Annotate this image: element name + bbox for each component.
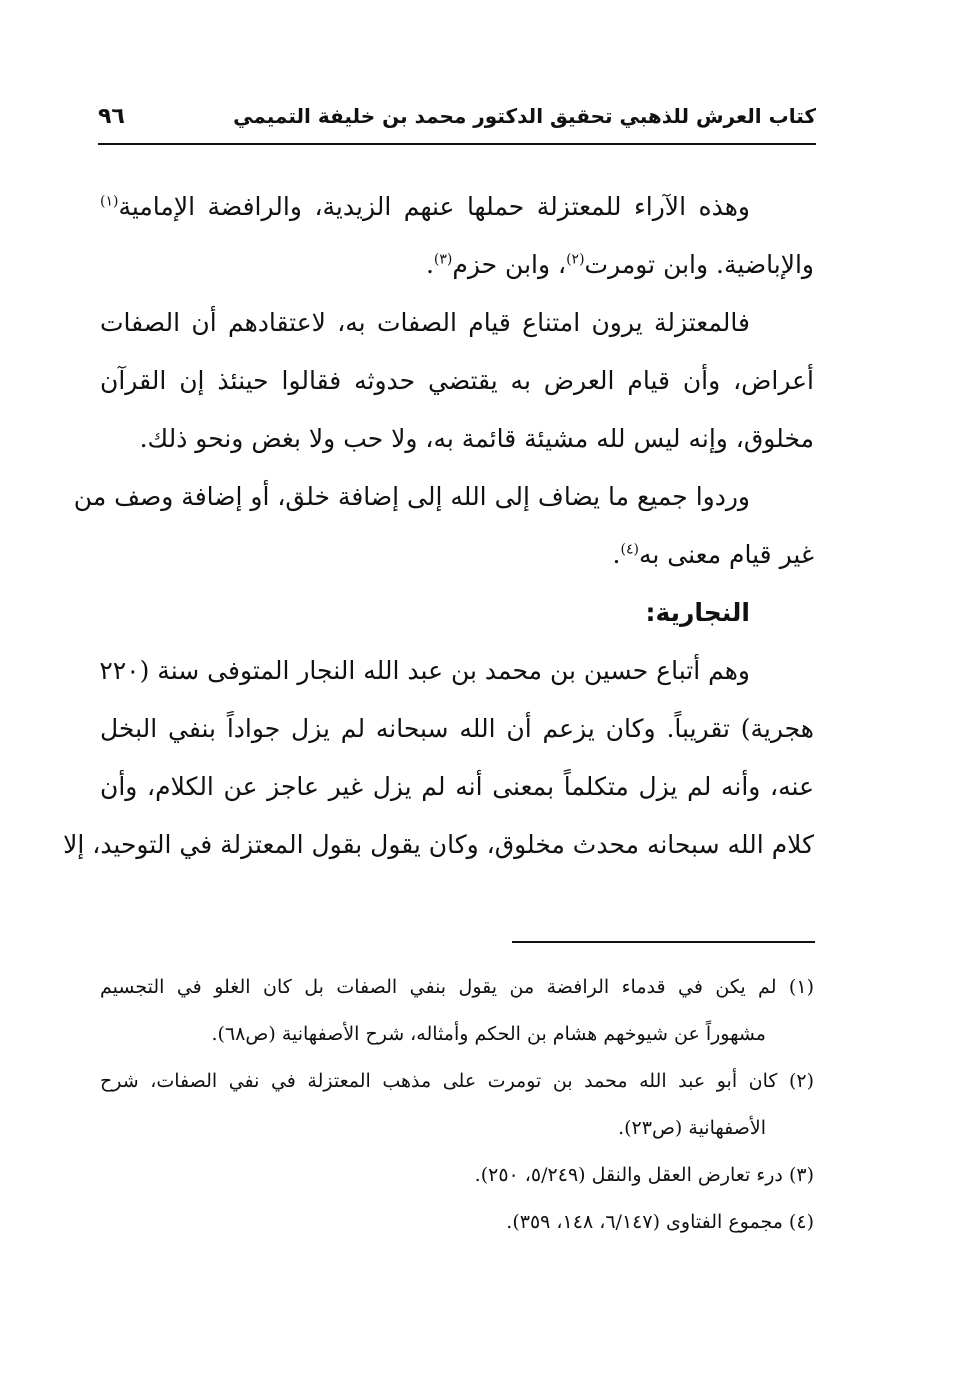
text-line: والإباضية. وابن تومرت$^{(٢)}$، وابن حزم$^{(٣)}$. <box>425 250 814 279</box>
footnote-line: (١) لم يكن في قدماء الرافضة من يقول بنفي الصفات بل كان الغلو في التجسيم <box>100 976 814 998</box>
running-header <box>98 100 816 140</box>
section-heading: النجارية: <box>645 598 750 627</box>
footnote-ref[interactable]: (١) <box>100 193 119 210</box>
footnote-line: مشهوراً عن شيوخهم هشام بن الحكم وأمثاله، شرح الأصفهانية (ص٦٨). <box>211 1023 766 1045</box>
text-line: وردوا جميع ما يضاف إلى الله إلى إضافة خلق، أو إضافة وصف من <box>73 482 750 511</box>
footnote-line: (٢) كان أبو عبد الله محمد بن تومرت على مذهب المعتزلة في نفي الصفات، شرح <box>100 1070 814 1092</box>
page-number: ٩٦ <box>98 104 125 129</box>
text-line: مخلوق، وإنه ليس لله مشيئة قائمة به، ولا حب ولا بغض ونحو ذلك. <box>139 424 814 453</box>
text-line: وهم أتباع حسين بن محمد بن عبد الله النجار المتوفى سنة (٢٢٠ <box>99 656 750 685</box>
text-line: هجرية) تقريباً. وكان يزعم أن الله سبحانه لم يزل جواداً بنفي البخل <box>100 714 814 743</box>
footnote-ref[interactable]: (٣) <box>433 251 453 268</box>
footnote-line: الأصفهانية (ص٢٣). <box>618 1117 766 1139</box>
text-line: أعراض، وأن قيام العرض به يقتضي حدوثه فقالوا حينئذ إن القرآن <box>100 366 814 395</box>
footnotes <box>100 964 814 1246</box>
text-line: كلام الله سبحانه محدث مخلوق، وكان يقول بقول المعتزلة في التوحيد، إلا <box>63 830 814 859</box>
text-line: عنه، وأنه لم يزل متكلماً بمعنى أنه لم يزل غير عاجز عن الكلام، وأن <box>100 772 814 801</box>
header-divider <box>98 143 816 145</box>
main-text <box>63 178 814 874</box>
footnote-line: (٣) درء تعارض العقل والنقل (٥/٢٤٩، ٢٥٠). <box>474 1164 814 1186</box>
footnote-line: (٤) مجموع الفتاوى (٦/١٤٧، ١٤٨، ٣٥٩). <box>506 1211 814 1233</box>
footnote-ref[interactable]: (٢) <box>566 251 585 268</box>
text-line: فالمعتزلة يرون امتناع قيام الصفات به، لاعتقادهم أن الصفات <box>100 308 750 337</box>
text-line: وهذه الآراء للمعتزلة حملها عنهم الزيدية، والرافضة الإمامية$^{(١)}$ <box>100 192 750 221</box>
book-title: كتاب العرش للذهبي تحقيق الدكتور محمد بن خليفة التميمي <box>233 104 816 128</box>
footnote-divider <box>512 941 815 943</box>
text-line: غير قيام معنى به$^{(٤)}$. <box>612 540 814 569</box>
footnote-ref[interactable]: (٤) <box>620 541 639 558</box>
